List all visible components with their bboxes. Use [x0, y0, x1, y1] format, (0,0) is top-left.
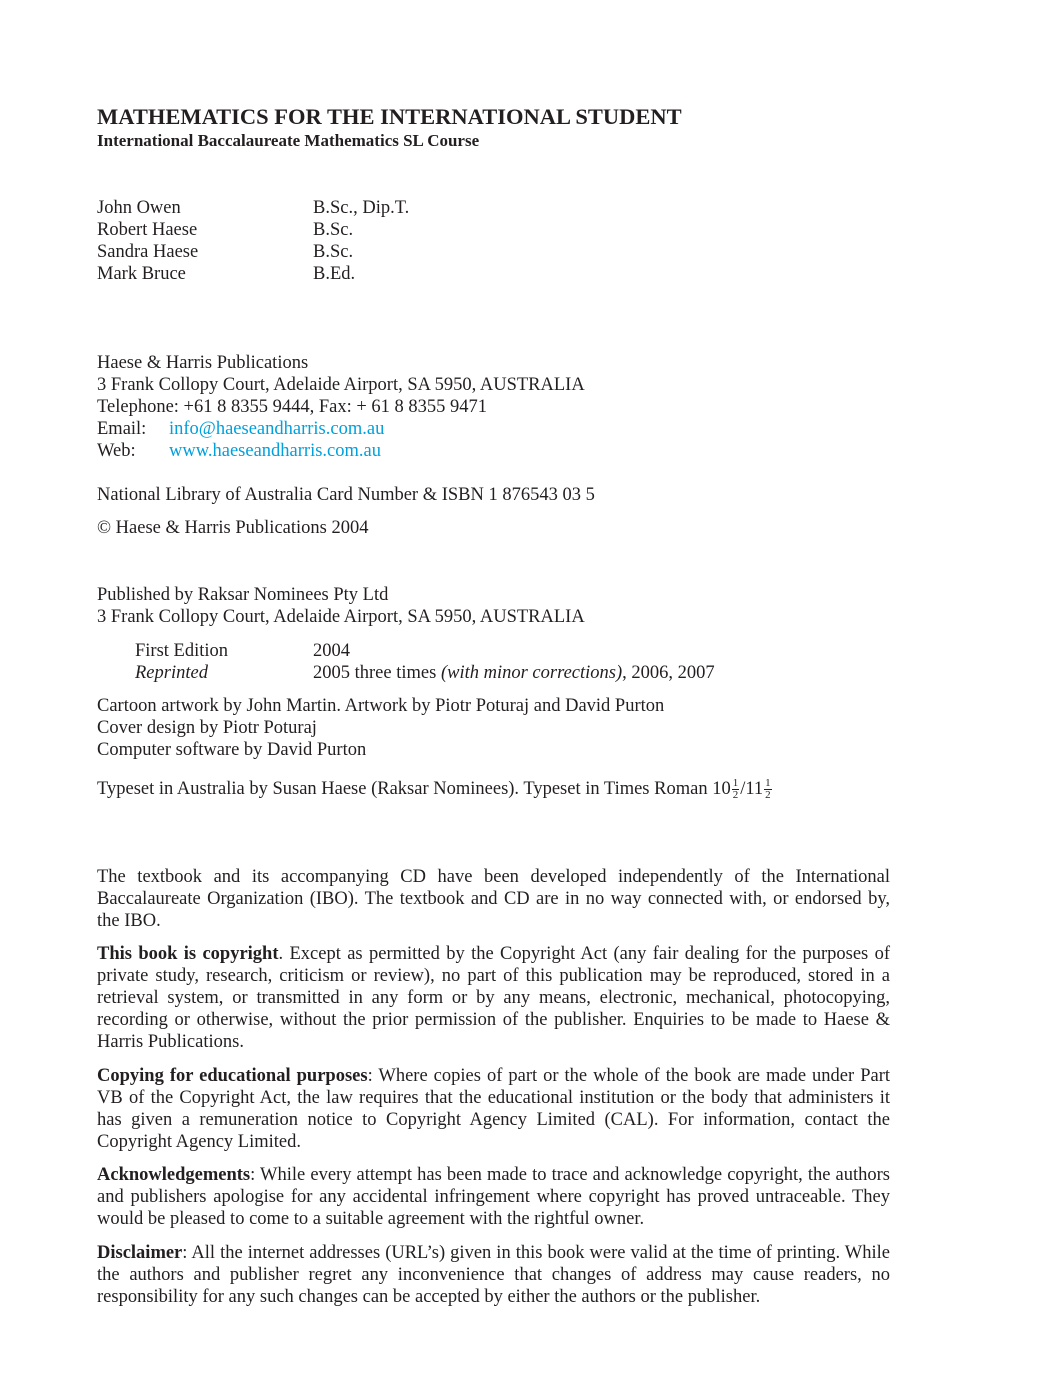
reprinted-years: 2005 three times — [313, 663, 441, 683]
email-label: Email: — [97, 419, 147, 439]
reprinted-later-years: , 2006, 2007 — [622, 663, 715, 683]
credit-line: Computer software by David Purton — [97, 740, 367, 760]
reprinted-note: (with minor corrections) — [440, 663, 623, 683]
disclaimer-lead: Disclaimer — [97, 1243, 183, 1263]
publisher-phone: Telephone: +61 8 8355 9444, Fax: + 61 8 8355 9471 — [97, 397, 488, 417]
author-qualification: B.Sc. — [313, 242, 354, 262]
reprinted-details — [313, 662, 715, 684]
author-name: Mark Bruce — [97, 264, 186, 284]
author-qualification: B.Ed. — [313, 264, 356, 284]
email-link[interactable]: info@haeseandharris.com.au — [169, 419, 385, 439]
author-name: John Owen — [97, 198, 181, 218]
education-paragraph — [97, 1065, 890, 1153]
credit-line: Cartoon artwork by John Martin. Artwork by Piotr Poturaj and David Purton — [97, 696, 665, 716]
publisher-address: 3 Frank Collopy Court, Adelaide Airport, SA 5950, AUSTRALIA — [97, 375, 585, 395]
book-title: MATHEMATICS FOR THE INTERNATIONAL STUDENT — [97, 104, 682, 129]
copyright-line: © Haese & Harris Publications 2004 — [97, 518, 369, 538]
first-edition-label: First Edition — [135, 641, 229, 661]
copyright-paragraph — [97, 943, 890, 1053]
acknowledgements-lead: Acknowledgements — [97, 1165, 251, 1185]
copyright-body: . Except as permitted by the Copyright Act (any fair dealing for the purposes of private study, research, criticism or review), no part of this publication may be reproduced, stored in a retrieval system, or transmitted in any form or by any means, electronic, mechanical, photocopying, recording or otherwise, without the prior permission of the publisher. Enquiries to be made to Haese & Harris Publications. — [97, 944, 890, 1052]
web-link[interactable]: www.haeseandharris.com.au — [169, 441, 381, 461]
typeset-separator: /11 — [740, 779, 764, 799]
author-name: Sandra Haese — [97, 242, 199, 262]
disclaimer-body: : All the internet addresses (URL’s) given in this book were valid at the time of printing. While the authors and publisher regret any inconvenience that changes of address may cause readers, no responsibility for any such changes can be accepted by either the authors or the publisher. — [97, 1243, 890, 1307]
acknowledgements-body: : While every attempt has been made to trace and acknowledge copyright, the authors and publishers apologise for any accidental infringement where copyright has proved untraceable. They would be pleased to come to a suitable agreement with the rightful owner. — [97, 1165, 890, 1229]
author-name: Robert Haese — [97, 220, 198, 240]
published-by-line: Published by Raksar Nominees Pty Ltd — [97, 585, 389, 605]
credit-line: Cover design by Piotr Poturaj — [97, 718, 317, 738]
web-label: Web: — [97, 441, 136, 461]
publisher-name: Haese & Harris Publications — [97, 353, 309, 373]
typeset-line — [97, 778, 773, 801]
first-edition-year: 2004 — [313, 641, 350, 661]
copyright-lead: This book is copyright — [97, 944, 279, 964]
reprinted-label: Reprinted — [135, 663, 208, 683]
book-subtitle: International Baccalaureate Mathematics SL Course — [97, 131, 480, 150]
education-lead: Copying for educational purposes — [97, 1066, 368, 1086]
education-body: : Where copies of part or the whole of the book are made under Part VB of the Copyright Act, the law requires that the educational institution or the body that administers it has given a remuneration notice to Copyright Agency Limited (CAL). For information, contact the Copyright Agency Limited. — [97, 1066, 890, 1152]
fraction-half: $\frac{1}{2}$ — [765, 777, 771, 802]
isbn-line: National Library of Australia Card Number & ISBN 1 876543 03 5 — [97, 485, 595, 505]
fraction-half: $\frac{1}{2}$ — [732, 777, 739, 802]
published-by-address: 3 Frank Collopy Court, Adelaide Airport, SA 5950, AUSTRALIA — [97, 607, 585, 627]
disclaimer-paragraph — [97, 1242, 890, 1308]
author-qualification: B.Sc. — [313, 220, 354, 240]
intro-paragraph: The textbook and its accompanying CD have been developed independently of the International Baccalaureate Organization (IBO). The textbook and CD are in no way connected with, or endorsed by, the IBO. — [97, 867, 890, 931]
acknowledgements-paragraph — [97, 1164, 890, 1230]
typeset-text: Typeset in Australia by Susan Haese (Raksar Nominees). Typeset in Times Roman 10 — [97, 779, 731, 799]
author-qualification: B.Sc., Dip.T. — [313, 198, 410, 218]
